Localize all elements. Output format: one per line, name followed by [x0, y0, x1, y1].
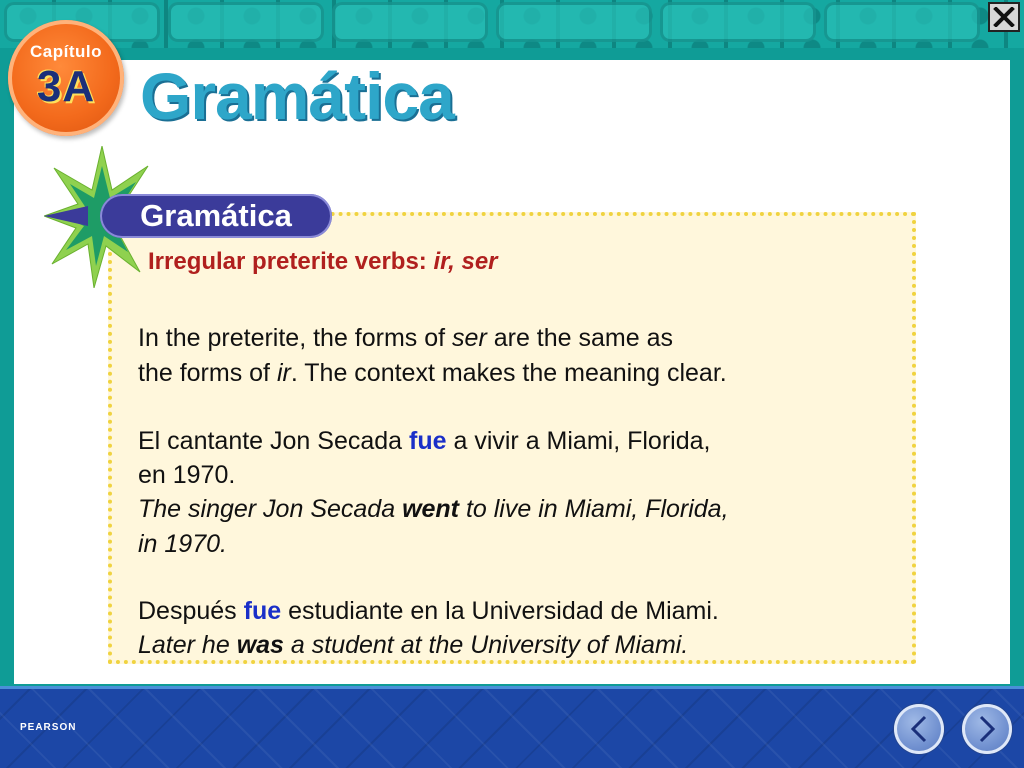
page-title: Gramática [140, 59, 454, 133]
highlighted-verb: went [402, 495, 460, 523]
chapter-label: Capítulo [30, 42, 102, 61]
subheading [148, 248, 498, 276]
chapter-badge [8, 20, 124, 136]
example-1-spanish-line-2: en 1970. [138, 461, 236, 489]
aztec-pattern-tile [660, 2, 816, 42]
highlighted-verb: fue [409, 427, 447, 455]
example-text: Later he [138, 631, 237, 659]
example-text: a student at the University of Miami. [283, 631, 689, 659]
subheading-prefix: Irregular preterite verbs: [148, 248, 434, 275]
example-2-spanish [138, 597, 719, 626]
footer-band [0, 686, 1024, 768]
intro-line-1 [138, 324, 673, 353]
intro-text: are the same as [486, 324, 673, 352]
chevron-right-icon [976, 714, 998, 744]
intro-text: In the preterite, the forms of [138, 324, 453, 352]
pearson-logo: PEARSON [20, 722, 77, 733]
chapter-number: 3A [36, 62, 96, 111]
example-1-english-line-1 [138, 495, 729, 524]
highlighted-verb: fue [243, 597, 282, 625]
top-decorative-band [0, 0, 1024, 48]
example-2-english [138, 631, 688, 660]
aztec-pattern-tile [496, 2, 652, 42]
intro-text: the forms of [138, 359, 277, 387]
example-text: to live in Miami, Florida, [459, 495, 729, 523]
aztec-pattern-tile [332, 2, 488, 42]
example-text: Después [138, 597, 244, 625]
grammar-tab-label: Gramática [100, 194, 332, 238]
intro-text: . The context makes the meaning clear. [290, 359, 727, 387]
highlighted-verb: was [236, 631, 284, 659]
previous-slide-button[interactable] [894, 704, 944, 754]
example-text: estudiante en la Universidad de Miami. [281, 597, 719, 625]
example-text: The singer Jon Secada [138, 495, 403, 523]
example-1-spanish-line-1 [138, 427, 710, 456]
subheading-verbs: ir, ser [433, 248, 498, 275]
intro-line-2 [138, 359, 727, 388]
example-text: El cantante Jon Secada [138, 427, 410, 455]
example-text: a vivir a Miami, Florida, [446, 427, 711, 455]
close-icon [993, 7, 1015, 27]
example-1-english-line-2: in 1970. [138, 530, 227, 558]
aztec-pattern-tile [824, 2, 980, 42]
intro-verb-ser: ser [452, 324, 487, 352]
intro-verb-ir: ir [276, 359, 291, 387]
next-slide-button[interactable] [962, 704, 1012, 754]
chevron-left-icon [908, 714, 930, 744]
aztec-pattern-tile [168, 2, 324, 42]
close-button[interactable] [988, 2, 1020, 32]
